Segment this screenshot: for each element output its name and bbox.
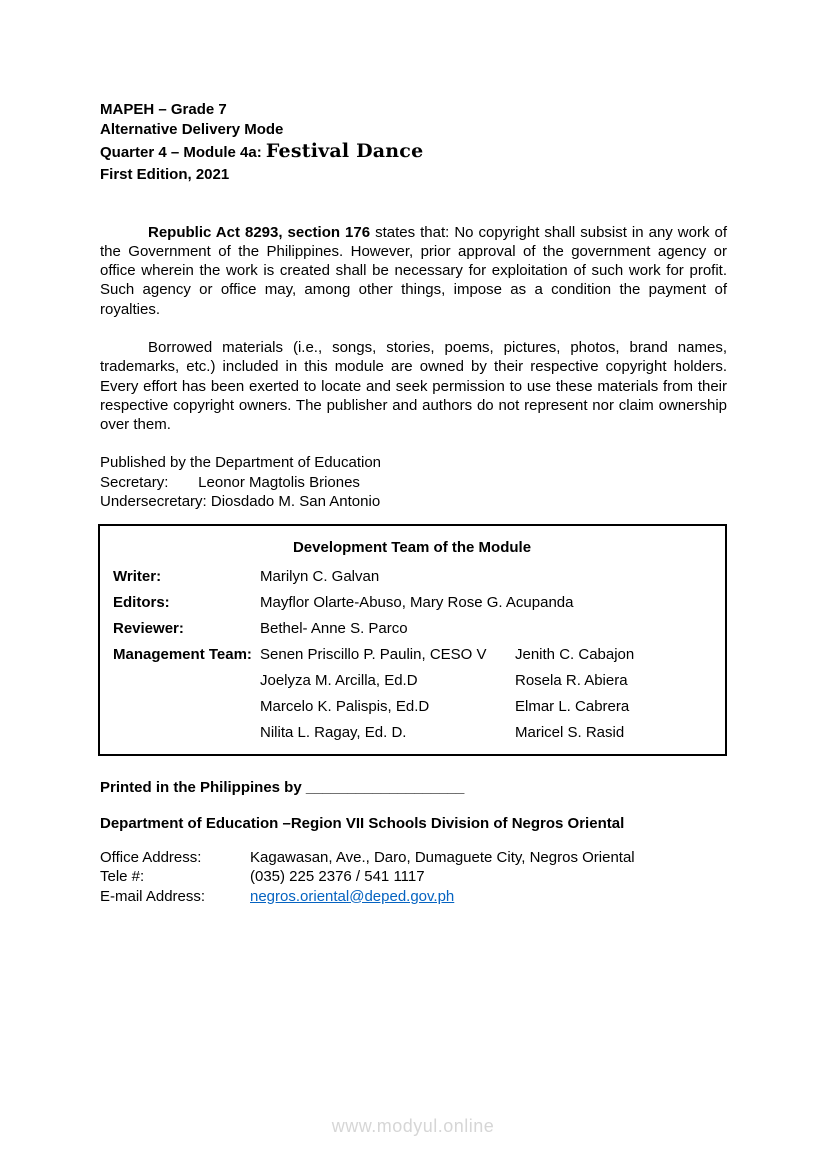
reviewer-label: Reviewer: [113, 619, 184, 637]
team-row-management-1 [113, 642, 711, 668]
undersecretary-line [100, 492, 727, 512]
development-team-box [98, 524, 727, 756]
page-content [100, 100, 727, 906]
undersecretary-name: Diosdado M. San Antonio [210, 493, 381, 511]
management-member-col2: Rosela R. Abiera [515, 671, 628, 689]
printed-in-line [100, 778, 727, 797]
writer-name: Marilyn C. Galvan [260, 567, 380, 585]
copyright-paragraph-text: states that: No copyright shall subsist in any work of the Government of the Philippines. However, prior approval of the government agency or office wherein the work is created shall be necessary for exploitation of such work for profit. Such agency or office may, among other things, impose as a condition the payment of royalties. [100, 223, 727, 318]
subject-grade-line: MAPEH – Grade 7 [100, 101, 227, 118]
team-row-management-3 [113, 694, 711, 720]
management-member: Marcelo K. Palispis, Ed.D [260, 697, 430, 715]
telephone-row [100, 867, 727, 886]
undersecretary-label: Undersecretary: [100, 493, 207, 511]
copyright-paragraph [100, 223, 727, 319]
email-link[interactable]: negros.oriental@deped.gov.ph [250, 887, 455, 905]
telephone-label: Tele #: [100, 868, 145, 886]
site-watermark: www.modyul.online [331, 1116, 495, 1136]
module-title: Festival Dance [265, 140, 424, 162]
management-member: Joelyza M. Arcilla, Ed.D [260, 671, 418, 689]
team-row-management-4 [113, 720, 711, 746]
edition-line: First Edition, 2021 [100, 166, 230, 183]
editors-names: Mayflor Olarte-Abuso, Mary Rose G. Acupanda [260, 593, 574, 611]
development-team-title: Development Team of the Module [292, 538, 532, 556]
editors-label: Editors: [113, 593, 170, 611]
management-member: Senen Priscillo P. Paulin, CESO V [260, 645, 487, 663]
management-member-col2: Maricel S. Rasid [515, 723, 625, 741]
office-address-row [100, 848, 727, 867]
printed-in-text: Printed in the Philippines by [100, 778, 306, 796]
contact-block [100, 848, 727, 906]
borrowed-materials-text: Borrowed materials (i.e., songs, stories, poems, pictures, photos, brand names, trademarks, etc.) included in this module are owned by their respective copyright holders. Every effort has been exerted to locate and seek permission to use these materials from their respective copyright owners. The publisher and authors do not represent nor claim ownership over them. [100, 338, 727, 434]
published-by-line: Published by the Department of Education [100, 454, 382, 472]
team-row-writer [113, 564, 711, 590]
module-header [100, 100, 727, 185]
module-prefix: Quarter 4 – Module 4a: [100, 144, 266, 161]
module-number-line [100, 139, 727, 165]
secretary-label: Secretary: [100, 473, 169, 491]
email-label: E-mail Address: [100, 887, 206, 905]
management-member-col2: Elmar L. Cabrera [515, 697, 630, 715]
team-row-management-2 [113, 668, 711, 694]
printed-in-blank: ___________________ [305, 778, 465, 796]
management-member-col2: Jenith C. Cabajon [515, 645, 635, 663]
reviewer-name: Bethel- Anne S. Parco [260, 619, 408, 637]
writer-label: Writer: [113, 567, 162, 585]
team-row-editors [113, 590, 711, 616]
email-row [100, 887, 727, 906]
secretary-line [100, 473, 727, 493]
borrowed-materials-paragraph [100, 338, 727, 434]
office-address-label: Office Address: [100, 848, 202, 866]
republic-act-lead: Republic Act 8293, section 176 [148, 223, 371, 241]
office-address-value: Kagawasan, Ave., Daro, Dumaguete City, Negros Oriental [250, 848, 635, 866]
delivery-mode-line: Alternative Delivery Mode [100, 120, 284, 138]
management-team-label: Management Team: [113, 645, 252, 663]
department-division-line: Department of Education –Region VII Schools Division of Negros Oriental [100, 814, 625, 832]
secretary-name: Leonor Magtolis Briones [198, 473, 360, 491]
management-member: Nilita L. Ragay, Ed. D. [260, 723, 407, 741]
publisher-block [100, 453, 727, 512]
telephone-value: (035) 225 2376 / 541 1117 [250, 868, 425, 886]
team-row-reviewer [113, 616, 711, 642]
